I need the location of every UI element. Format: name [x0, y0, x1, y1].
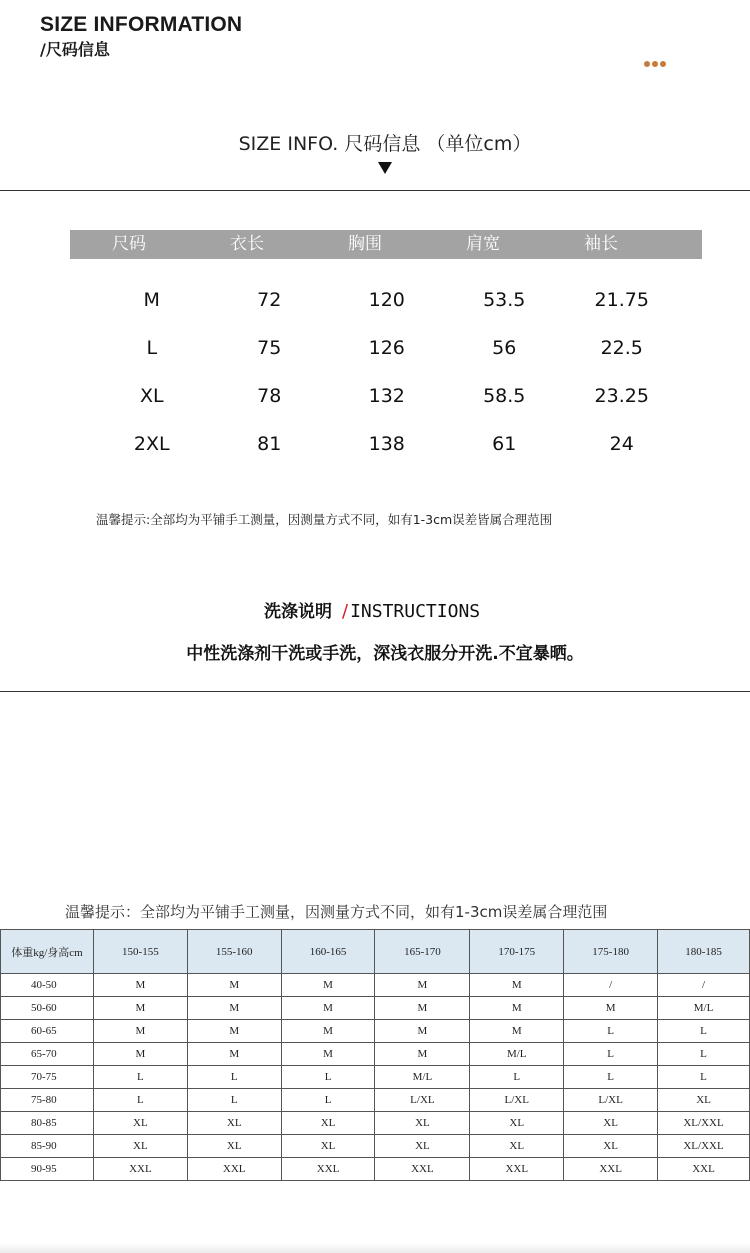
table-cell: 61: [492, 433, 517, 455]
divider: [0, 691, 750, 692]
table-row: [93, 378, 681, 426]
table-row: [1, 1135, 750, 1158]
table-cell: 132: [368, 385, 405, 407]
size-cell: M: [564, 997, 658, 1020]
size-cell: M: [93, 1020, 187, 1043]
size-cell: XL: [470, 1112, 564, 1135]
size-cell: L: [470, 1066, 564, 1089]
size-cell: XL: [375, 1112, 470, 1135]
size-cell: M/L: [470, 1043, 564, 1066]
washing-instructions: 中性洗涤剂干洗或手洗，深浅衣服分开洗.不宜暴晒。: [186, 644, 584, 664]
height-header: 170-175: [470, 930, 564, 974]
weight-cell: 60-65: [1, 1020, 94, 1043]
table-cell: 22.5: [600, 337, 643, 359]
table-row: [93, 282, 681, 330]
table-cell: 78: [257, 385, 282, 407]
table-cell: M: [143, 289, 160, 311]
table-cell: 138: [368, 433, 405, 455]
size-cell: L: [187, 1066, 281, 1089]
table-cell: 126: [368, 337, 405, 359]
table-row: [1, 997, 750, 1020]
table-row: [93, 330, 681, 378]
size-cell: L: [93, 1089, 187, 1112]
table-cell: 75: [257, 337, 282, 359]
size-recommend-table: [0, 929, 750, 1181]
size-cell: L/XL: [564, 1089, 658, 1112]
corner-header: 体重kg/身高cm: [1, 930, 94, 974]
page-title: SIZE INFORMATION: [40, 13, 243, 36]
size-cell: M: [470, 974, 564, 997]
size-cell: XXL: [564, 1158, 658, 1181]
size-cell: XXL: [187, 1158, 281, 1181]
size-cell: XL/XXL: [658, 1135, 750, 1158]
size-cell: M: [187, 974, 281, 997]
height-header: 180-185: [658, 930, 750, 974]
size-cell: L: [281, 1089, 375, 1112]
size-cell: XXL: [93, 1158, 187, 1181]
size-cell: L/XL: [470, 1089, 564, 1112]
weight-cell: 90-95: [1, 1158, 94, 1181]
table-row: [1, 1043, 750, 1066]
table-row: [1, 974, 750, 997]
page-subtitle: /尺码信息: [40, 40, 110, 59]
column-header: 袖长: [584, 234, 618, 254]
size-cell: XXL: [658, 1158, 750, 1181]
size-cell: XL: [375, 1135, 470, 1158]
washing-slash: /: [342, 601, 349, 622]
size-cell: M: [470, 997, 564, 1020]
size-cell: M/L: [375, 1066, 470, 1089]
size-cell: XL: [564, 1135, 658, 1158]
size-cell: L/XL: [375, 1089, 470, 1112]
column-header: 尺码: [112, 234, 146, 254]
size-cell: XL: [187, 1135, 281, 1158]
height-header: 150-155: [93, 930, 187, 974]
weight-cell: 65-70: [1, 1043, 94, 1066]
table-row: [1, 1089, 750, 1112]
table-cell: 53.5: [483, 289, 526, 311]
table-row: [1, 1158, 750, 1181]
size-cell: M: [187, 997, 281, 1020]
size-table-header: [70, 230, 702, 259]
weight-cell: 75-80: [1, 1089, 94, 1112]
more-dots-icon: [644, 61, 666, 67]
size-cell: L: [93, 1066, 187, 1089]
washing-title-cn: 洗涤说明: [264, 602, 332, 622]
height-header: 155-160: [187, 930, 281, 974]
height-header: 175-180: [564, 930, 658, 974]
size-cell: L: [187, 1089, 281, 1112]
table-row: [1, 1020, 750, 1043]
bottom-edge: [0, 1243, 750, 1253]
height-header: 165-170: [375, 930, 470, 974]
column-header: 衣长: [230, 234, 264, 254]
size-cell: M: [375, 1020, 470, 1043]
table-cell: 23.25: [594, 385, 649, 407]
size-cell: XXL: [375, 1158, 470, 1181]
measurement-note: 温馨提示:全部均为平铺手工测量，因测量方式不同，如有1-3cm误差皆属合理范围: [96, 512, 553, 527]
washing-heading: [264, 597, 480, 622]
size-cell: L: [658, 1020, 750, 1043]
table-cell: 120: [368, 289, 405, 311]
size-cell: M: [187, 1043, 281, 1066]
size-cell: L: [564, 1066, 658, 1089]
size-cell: M/L: [658, 997, 750, 1020]
size-cell: L: [281, 1066, 375, 1089]
size-cell: M: [375, 974, 470, 997]
size-cell: XL: [93, 1135, 187, 1158]
column-header: 肩宽: [466, 234, 500, 254]
size-table-body: [93, 282, 681, 474]
recommend-note: 温馨提示：全部均为平铺手工测量，因测量方式不同，如有1-3cm误差属合理范围: [65, 903, 608, 921]
size-cell: XL/XXL: [658, 1112, 750, 1135]
size-cell: M: [281, 1020, 375, 1043]
size-cell: XL: [187, 1112, 281, 1135]
size-cell: XL: [658, 1089, 750, 1112]
table-cell: 81: [257, 433, 282, 455]
table-cell: 24: [609, 433, 634, 455]
size-cell: M: [93, 1043, 187, 1066]
table-cell: L: [146, 337, 158, 359]
size-cell: XL: [281, 1135, 375, 1158]
size-cell: M: [187, 1020, 281, 1043]
height-header: 160-165: [281, 930, 375, 974]
size-cell: M: [281, 997, 375, 1020]
size-cell: XL: [93, 1112, 187, 1135]
weight-cell: 70-75: [1, 1066, 94, 1089]
column-header: 胸围: [348, 234, 382, 254]
table-cell: 21.75: [594, 289, 649, 311]
table-cell: XL: [139, 385, 164, 407]
table-cell: 56: [492, 337, 517, 359]
size-cell: XXL: [470, 1158, 564, 1181]
size-cell: M: [375, 997, 470, 1020]
size-cell: /: [658, 974, 750, 997]
table-row: [1, 1112, 750, 1135]
triangle-down-icon: [378, 162, 392, 174]
size-cell: M: [281, 974, 375, 997]
weight-cell: 85-90: [1, 1135, 94, 1158]
table-row: [1, 1066, 750, 1089]
size-cell: M: [93, 974, 187, 997]
size-cell: XL: [470, 1135, 564, 1158]
size-cell: M: [281, 1043, 375, 1066]
recommend-table-body: [1, 974, 750, 1181]
table-cell: 72: [257, 289, 282, 311]
size-cell: L: [564, 1020, 658, 1043]
table-header-row: [1, 930, 750, 974]
size-cell: M: [375, 1043, 470, 1066]
table-cell: 58.5: [483, 385, 526, 407]
size-cell: XL: [564, 1112, 658, 1135]
weight-cell: 80-85: [1, 1112, 94, 1135]
size-cell: XL: [281, 1112, 375, 1135]
size-cell: /: [564, 974, 658, 997]
weight-cell: 40-50: [1, 974, 94, 997]
size-cell: M: [93, 997, 187, 1020]
table-cell: 2XL: [133, 433, 170, 455]
table-row: [93, 426, 681, 474]
size-cell: L: [658, 1043, 750, 1066]
divider: [0, 190, 750, 191]
size-cell: L: [564, 1043, 658, 1066]
size-cell: XXL: [281, 1158, 375, 1181]
weight-cell: 50-60: [1, 997, 94, 1020]
size-cell: L: [658, 1066, 750, 1089]
washing-title-en: INSTRUCTIONS: [350, 601, 481, 622]
size-cell: M: [470, 1020, 564, 1043]
size-info-heading: SIZE INFO. 尺码信息 （单位cm）: [238, 133, 532, 155]
